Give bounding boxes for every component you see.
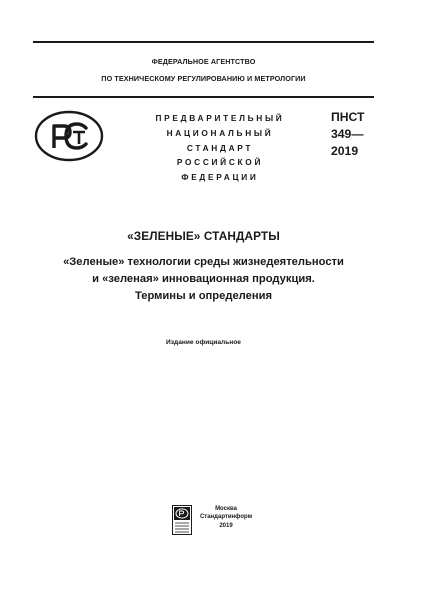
designation-year: 2019 xyxy=(331,144,359,158)
publisher-city: Москва xyxy=(215,506,237,512)
standard-kind-line-4: РОССИЙСКОЙ xyxy=(176,157,264,168)
document-title: «ЗЕЛЕНЫЕ» СТАНДАРТЫ xyxy=(127,229,280,243)
standard-kind-line-2: НАЦИОНАЛЬНЫЙ xyxy=(166,127,274,138)
subtitle-line-3: Термины и определения xyxy=(134,290,273,302)
top-rule xyxy=(33,41,374,43)
designation-prefix: ПНСТ xyxy=(331,110,365,124)
middle-rule xyxy=(33,96,374,98)
gost-r-mark-icon xyxy=(34,110,104,162)
standard-kind-line-1: ПРЕДВАРИТЕЛЬНЫЙ xyxy=(155,113,285,123)
edition-label: Издание официальное xyxy=(166,339,241,346)
designation-number: 349— xyxy=(331,127,364,141)
publisher-name: Стандартинформ xyxy=(199,514,253,521)
standard-kind-block xyxy=(130,111,310,185)
subtitle-line-2: и «зеленая» инновационная продукция. xyxy=(92,273,315,285)
standard-kind-line-5: ФЕДЕРАЦИИ xyxy=(181,172,259,183)
publisher-block xyxy=(196,505,256,530)
document-subtitle xyxy=(33,254,374,305)
standartinform-logo-icon xyxy=(172,505,192,535)
standard-kind-line-3: СТАНДАРТ xyxy=(186,142,254,153)
agency-line-1: ФЕДЕРАЛЬНОЕ АГЕНТСТВО xyxy=(151,57,256,66)
agency-line-2: ПО ТЕХНИЧЕСКОМУ РЕГУЛИРОВАНИЮ И МЕТРОЛОГИИ xyxy=(101,74,306,83)
publisher-year: 2019 xyxy=(219,522,233,529)
standard-designation xyxy=(331,109,365,160)
subtitle-line-1: «Зеленые» технологии среды жизнедеятельности xyxy=(63,256,344,268)
